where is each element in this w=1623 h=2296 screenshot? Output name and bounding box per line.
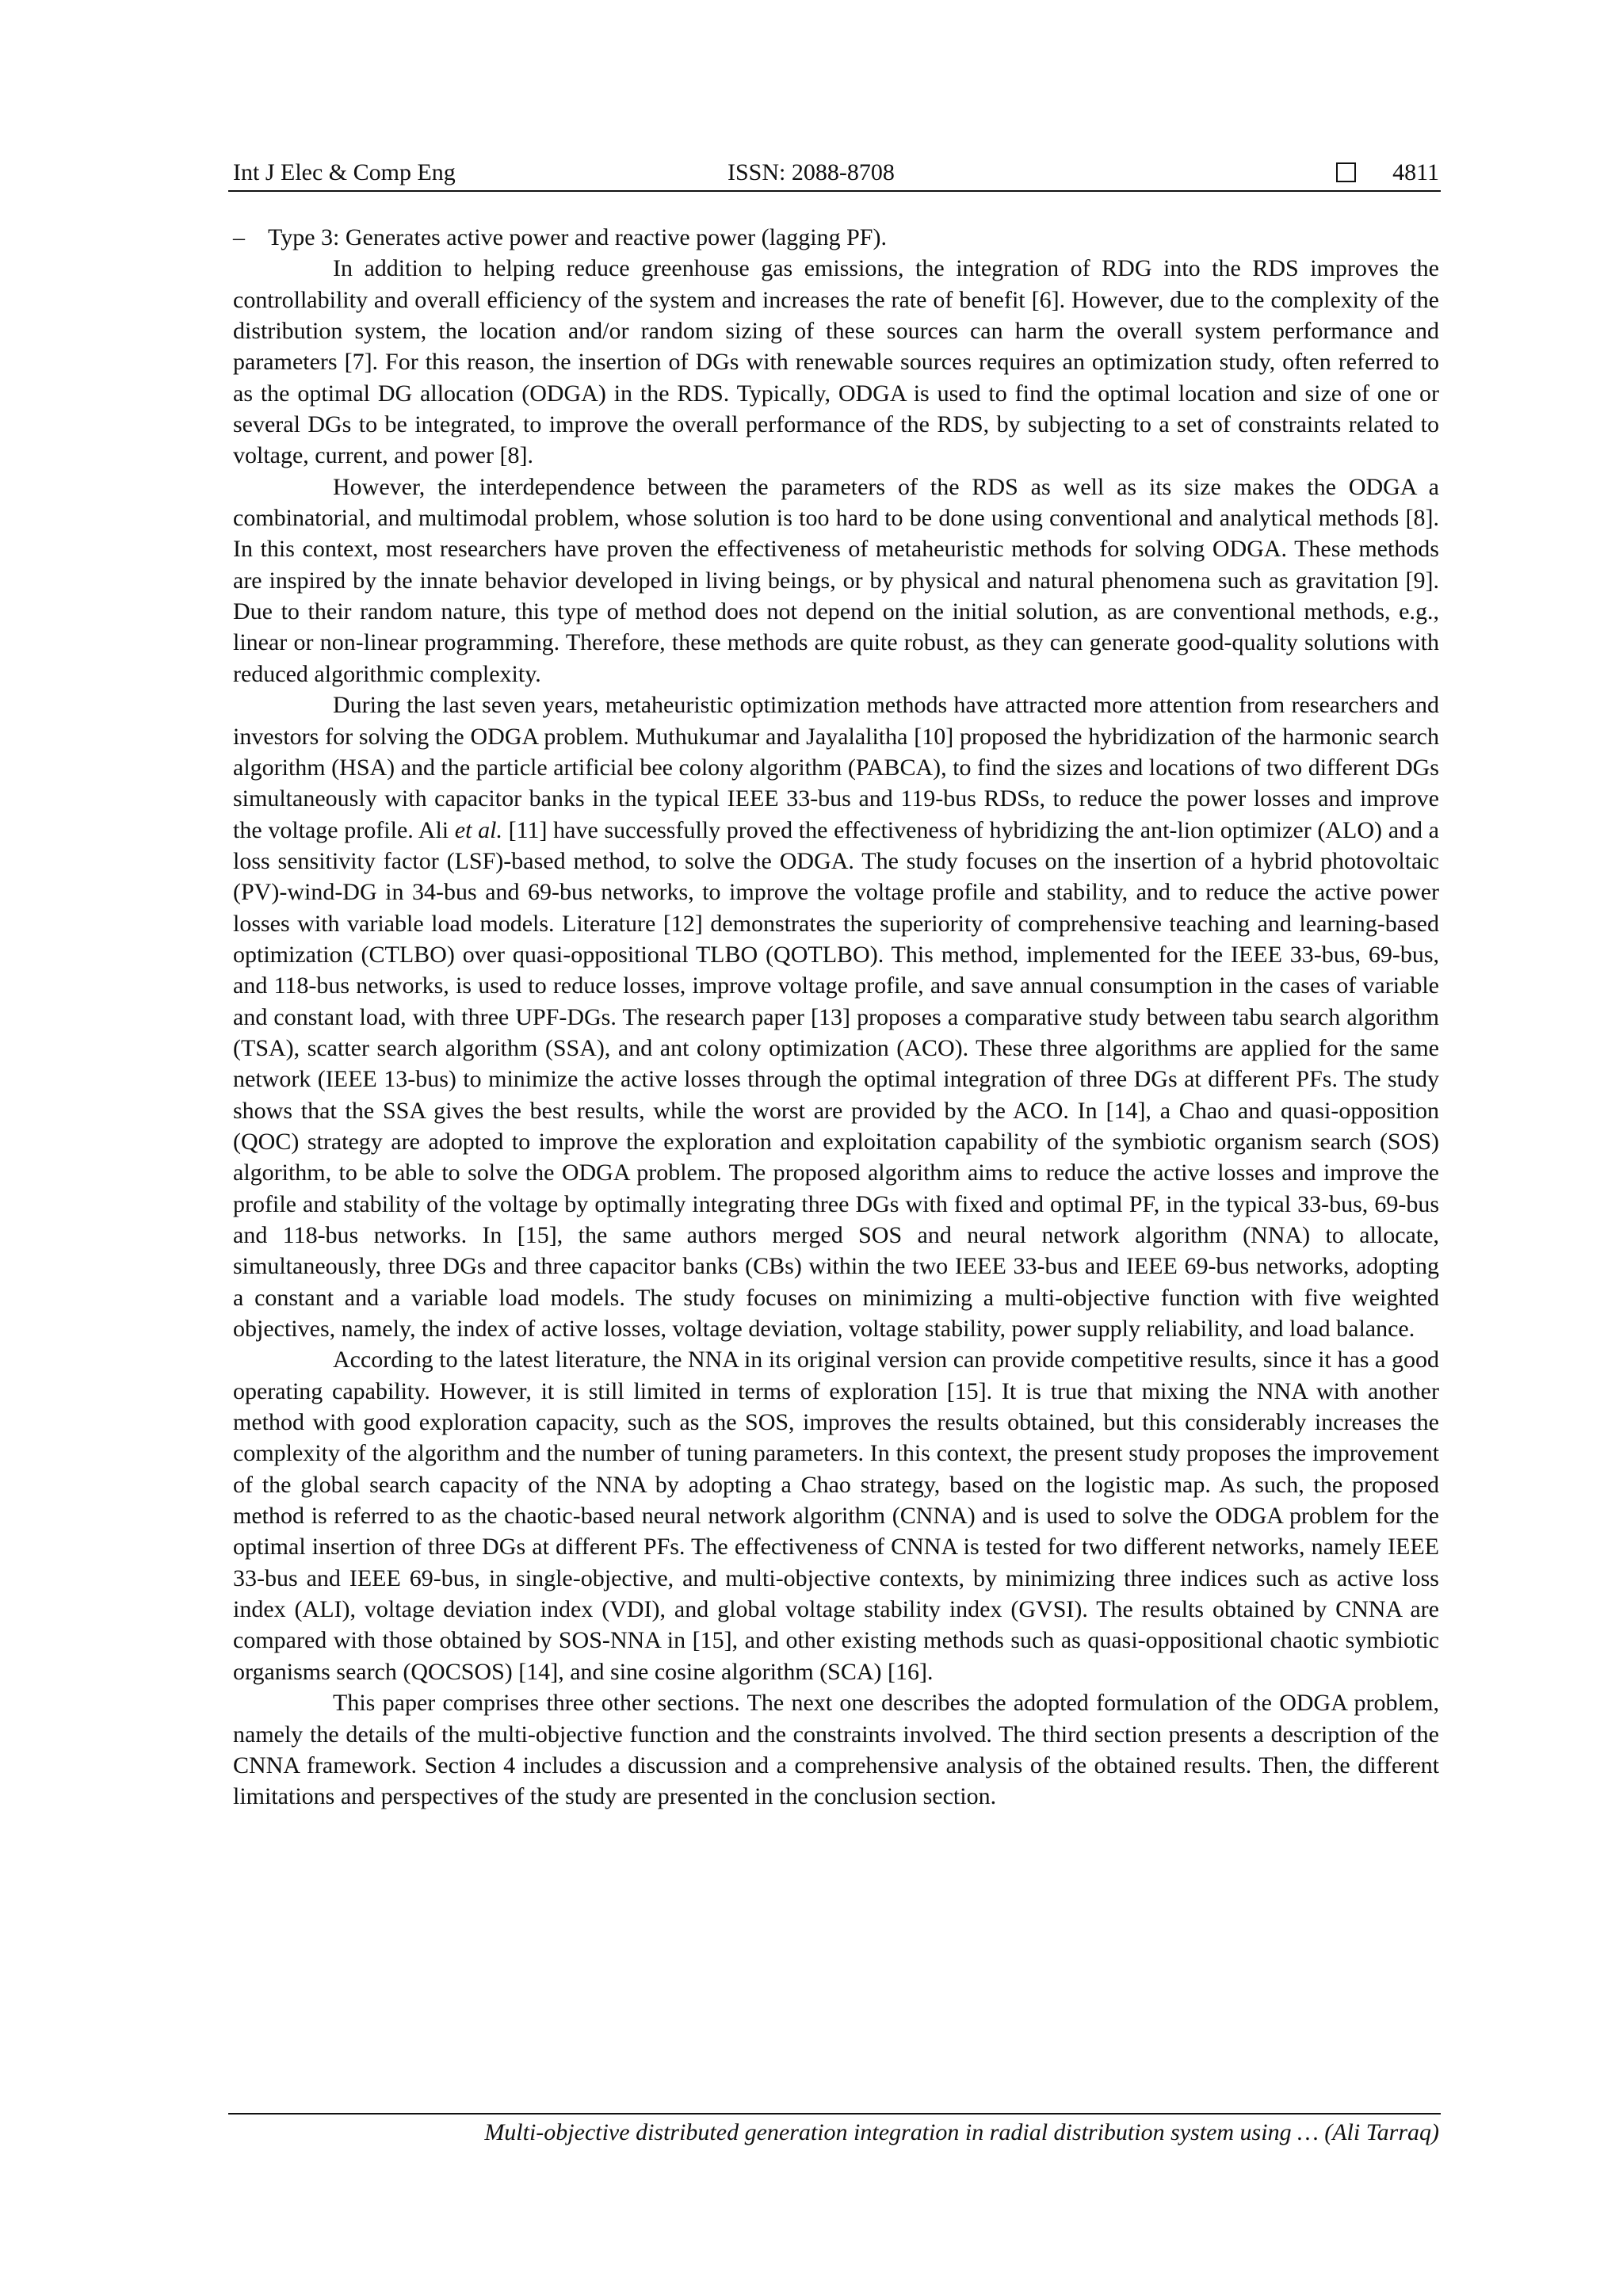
page-number-group bbox=[1336, 155, 1439, 190]
paragraph-3-part-a: During the last seven years, metaheuristic optimization methods have attracted more attention from researchers and investors for solving the ODGA problem. Muthukumar and Jayalalitha [10] proposed the hybridization of the harmonic search algorithm (HSA) and the particle artificial bee colony algorithm (PABCA), to find the sizes and locations of two different DGs simultaneously with capacitor banks in the typical IEEE 33-bus and 119-bus RDSs, to reduce the power losses and improve the voltage profile. Ali bbox=[233, 692, 1439, 843]
page-number: 4811 bbox=[1392, 159, 1439, 185]
header-rule bbox=[228, 190, 1441, 192]
paragraph-3 bbox=[233, 690, 1439, 1344]
issn-label: ISSN: 2088-8708 bbox=[727, 159, 895, 185]
paragraph-5: This paper comprises three other sections. The next one describes the adopted formulation of the ODGA problem, namely the details of the multi-objective function and the constraints involved. The third section presents a description of the CNNA framework. Section 4 includes a discussion and a comprehensive analysis of the obtained results. Then, the different limitations and perspectives of the study are presented in the conclusion section. bbox=[233, 1690, 1439, 1810]
running-header bbox=[233, 155, 1439, 192]
list-item-text: Type 3: Generates active power and reactive power (lagging PF). bbox=[268, 224, 887, 250]
square-icon bbox=[1336, 162, 1356, 182]
list-dash: – bbox=[233, 224, 245, 250]
journal-name: Int J Elec & Comp Eng bbox=[233, 159, 456, 185]
paragraph-1: In addition to helping reduce greenhouse gas emissions, the integration of RDG into the RDS improves the controllability and overall efficiency of the system and increases the rate of benefit [6]. However, due to the complexity of the distribution system, the location and/or random sizing of these sources can harm the overall system performance and parameters [7]. For this reason, the insertion of DGs with renewable sources requires an optimization study, often referred to as the optimal DG allocation (ODGA) in the RDS. Typically, ODGA is used to find the optimal location and size of one or several DGs to be integrated, to improve the overall performance of the RDS, by subjecting to a set of constraints related to voltage, current, and power [8]. bbox=[233, 255, 1439, 469]
body-text bbox=[233, 222, 1439, 1813]
paragraph-2: However, the interdependence between the parameters of the RDS as well as its size makes the ODGA a combinatorial, and multimodal problem, whose solution is too hard to be done using conventional and analytical methods [8]. In this context, most researchers have proven the effectiveness of metaheuristic methods for solving ODGA. These methods are inspired by the innate behavior developed in living beings, or by physical and natural phenomena such as gravitation [9]. Due to their random nature, this type of method does not depend on the initial solution, as are conventional methods, e.g., linear or non-linear programming. Therefore, these methods are quite robust, as they can generate good-quality solutions with reduced algorithmic complexity. bbox=[233, 473, 1439, 687]
et-al-italic: et al. bbox=[454, 816, 502, 843]
running-footer: Multi-objective distributed generation integration in radial distribution system using … (Ali Tarraq) bbox=[484, 2119, 1439, 2145]
paragraph-3-part-b: [11] have successfully proved the effectiveness of hybridizing the ant-lion optimizer (ALO) and a loss sensitivity factor (LSF)-based method, to solve the ODGA. The study focuses on the insertion of a hybrid photovoltaic (PV)-wind-DG in 34-bus and 69-bus networks, to improve the voltage profile and stability, and to reduce the active power losses with variable load models. Literature [12] demonstrates the superiority of comprehensive teaching and learning-based optimization (CTLBO) over quasi-oppositional TLBO (QOTLBO). This method, implemented for the IEEE 33-bus, 69-bus, and 118-bus networks, is used to reduce losses, improve voltage profile, and save annual consumption in the cases of variable and constant load, with three UPF-DGs. The research paper [13] proposes a comparative study between tabu search algorithm (TSA), scatter search algorithm (SSA), and ant colony optimization (ACO). These three algorithms are applied for the same network (IEEE 13-bus) to minimize the active losses through the optimal integration of three DGs at different PFs. The study shows that the SSA gives the best results, while the worst are provided by the ACO. In [14], a Chao and quasi-opposition (QOC) strategy are adopted to improve the exploration and exploitation capability of the symbiotic organism search (SOS) algorithm, to be able to solve the ODGA problem. The proposed algorithm aims to reduce the active losses and improve the profile and stability of the voltage by optimally integrating three DGs with fixed and optimal PF, in the typical 33-bus, 69-bus and 118-bus networks. In [15], the same authors merged SOS and neural network algorithm (NNA) to allocate, simultaneously, three DGs and three capacitor banks (CBs) within the two IEEE 33-bus and IEEE 69-bus networks, adopting a constant and a variable load models. The study focuses on minimizing a multi-objective function with five weighted objectives, namely, the index of active losses, voltage deviation, voltage stability, power supply reliability, and load balance. bbox=[233, 816, 1439, 1343]
list-item bbox=[233, 222, 1439, 253]
paragraph-4: According to the latest literature, the NNA in its original version can provide competitive results, since it has a good operating capability. However, it is still limited in terms of exploration [15]. It is true that mixing the NNA with another method with good exploration capacity, such as the SOS, improves the results obtained, but this considerably increases the complexity of the algorithm and the number of tuning parameters. In this context, the present study proposes the improvement of the global search capacity of the NNA by adopting a Chao strategy, based on the logistic map. As such, the proposed method is referred to as the chaotic-based neural network algorithm (CNNA) and is used to solve the ODGA problem for the optimal insertion of three DGs at different PFs. The effectiveness of CNNA is tested for two different networks, namely IEEE 33-bus and IEEE 69-bus, in single-objective, and multi-objective contexts, by minimizing three indices such as active loss index (ALI), voltage deviation index (VDI), and global voltage stability index (GVSI). The results obtained by CNNA are compared with those obtained by SOS-NNA in [15], and other existing methods such as quasi-oppositional chaotic symbiotic organisms search (QOCSOS) [14], and sine cosine algorithm (SCA) [16]. bbox=[233, 1347, 1439, 1685]
